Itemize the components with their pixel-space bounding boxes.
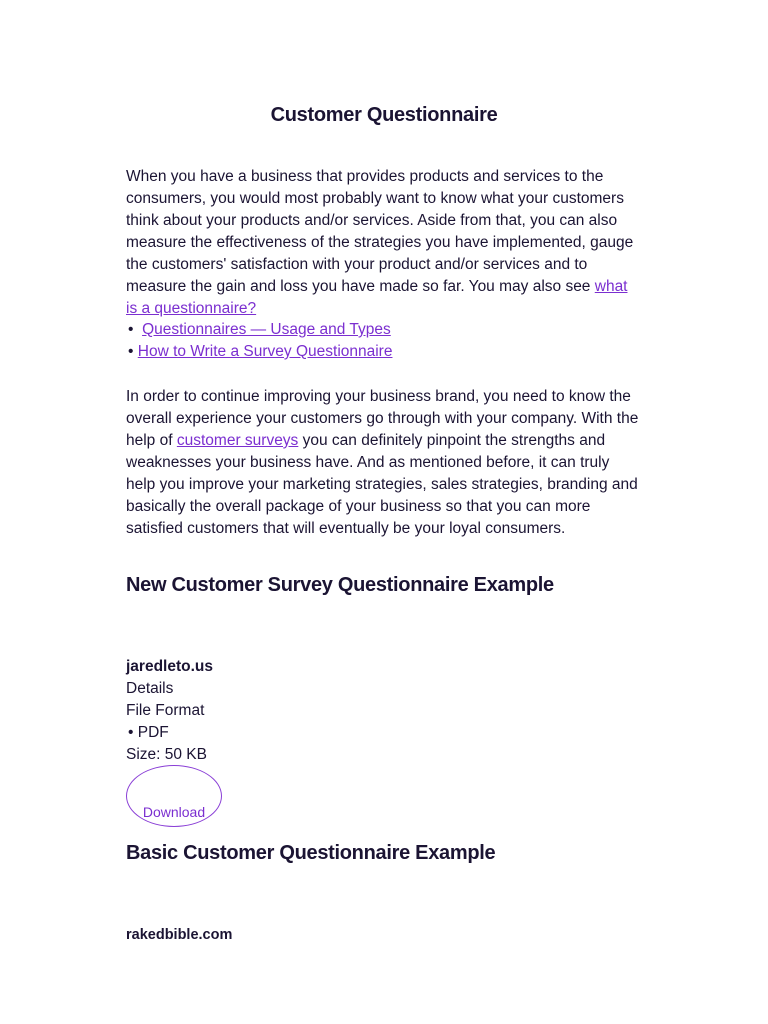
source-domain: jaredleto.us (126, 658, 213, 675)
how-to-write-survey-link[interactable]: How to Write a Survey Questionnaire (137, 343, 393, 360)
para2-after-text: you can definitely pinpoint the strengths and weaknesses your business have. And as mentioned before, it can truly help you improve your marketing strategies, sales strategies, branding and basically the overall package of your business so that you can more satisfied customers that will eventually be your loyal consumers. (126, 432, 638, 537)
file-format-value: • PDF (128, 724, 169, 741)
download-button[interactable] (126, 765, 222, 827)
download-label: Download (142, 804, 206, 820)
details-label: Details (126, 680, 174, 697)
list-item (128, 319, 391, 341)
source-domain: rakedbible.com (126, 927, 233, 943)
intro-paragraph (126, 166, 642, 320)
file-size: Size: 50 KB (126, 746, 207, 763)
list-item (128, 341, 392, 363)
page-title: Customer Questionnaire (270, 104, 498, 126)
bullet-marker: • (128, 343, 134, 360)
what-is-questionnaire-link[interactable]: what is a questionnaire? (126, 278, 628, 317)
section-heading: Basic Customer Questionnaire Example (126, 842, 496, 864)
questionnaires-usage-types-link[interactable]: Questionnaires — Usage and Types (142, 321, 391, 338)
customer-surveys-link[interactable]: customer surveys (176, 432, 299, 449)
bullet-marker: • (128, 321, 134, 338)
section-heading: New Customer Survey Questionnaire Example (126, 574, 554, 596)
file-format-label: File Format (126, 702, 205, 719)
intro-text: When you have a business that provides products and services to the consumers, you would most probably want to know what your customers think about your products and/or services. Aside from that, you can also measure the effectiveness of the strategies you have implemented, gauge the customers' satisfaction with your product and/or services and to measure the gain and loss you have made so far. You may also see (126, 168, 634, 295)
para2-before-text: In order to continue improving your business brand, you need to know the overall experience your customers go through with your company. With the help of (126, 388, 639, 449)
body-paragraph (126, 386, 642, 540)
